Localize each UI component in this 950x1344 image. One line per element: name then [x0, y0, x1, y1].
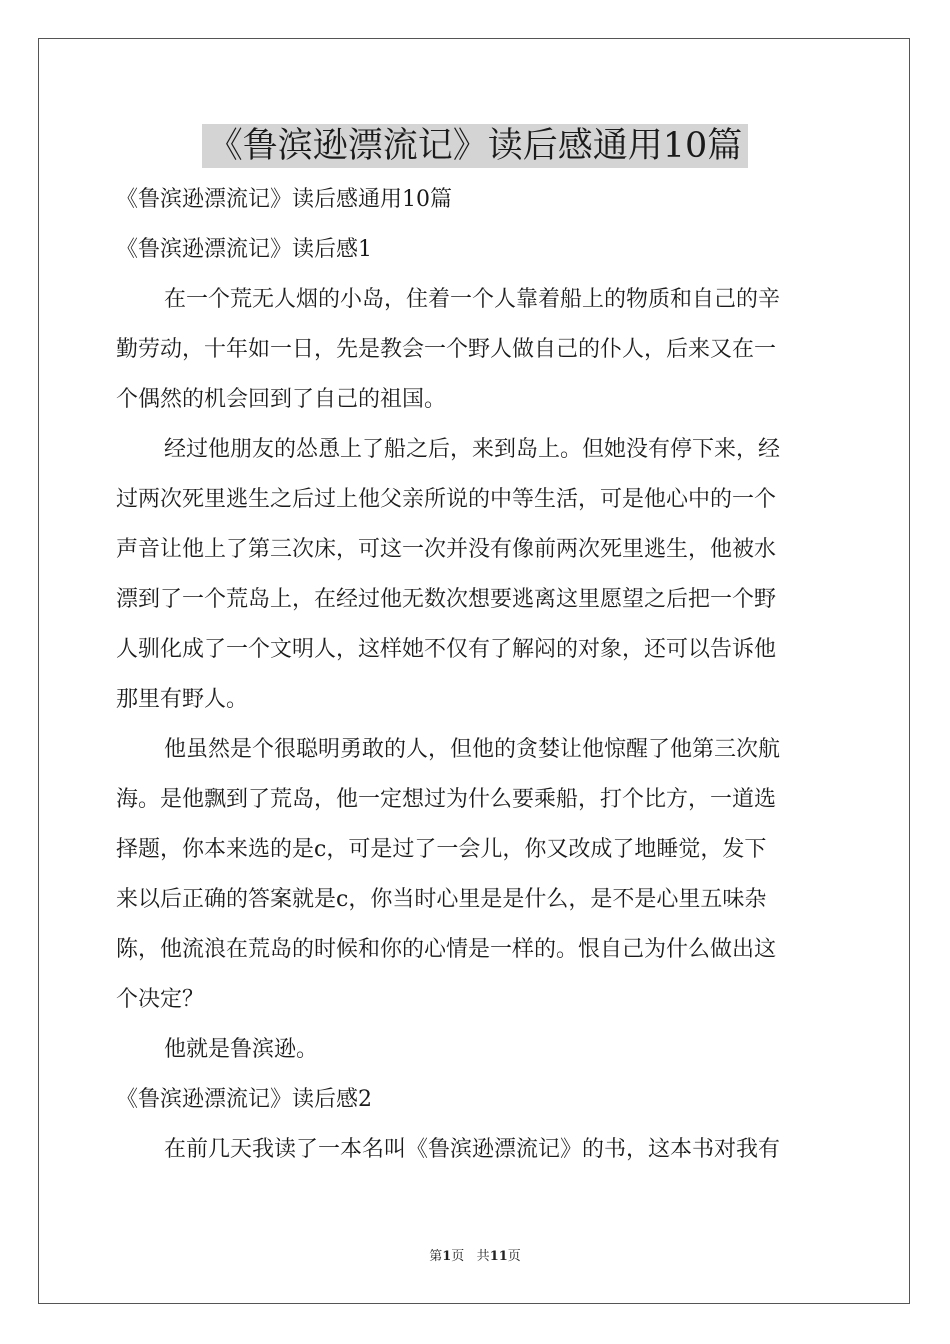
paragraph-line: 来以后正确的答案就是c，你当时心里是是什么，是不是心里五味杂	[116, 887, 767, 912]
paragraph-line: 勤劳动，十年如一日，先是教会一个野人做自己的仆人，后来又在一	[116, 337, 777, 362]
paragraph-line: 个偶然的机会回到了自己的祖国。	[116, 387, 447, 412]
document-body	[116, 175, 836, 1175]
paragraph-line: 陈，他流浪在荒岛的时候和你的心情是一样的。恨自己为什么做出这	[116, 937, 777, 962]
page-suffix: 页	[451, 1249, 465, 1264]
page-number: 1	[442, 1249, 452, 1264]
title-container	[0, 124, 950, 168]
document-title: 《鲁滨逊漂流记》读后感通用10篇	[202, 124, 749, 168]
paragraph-line: 海。是他飘到了荒岛，他一定想过为什么要乘船，打个比方，一道选	[116, 787, 777, 812]
paragraph-line: 他虽然是个很聪明勇敢的人，但他的贪婪让他惊醒了他第三次航	[164, 737, 781, 762]
paragraph-line: 过两次死里逃生之后过上他父亲所说的中等生活，可是他心中的一个	[116, 487, 777, 512]
paragraph-line: 漂到了一个荒岛上，在经过他无数次想要逃离这里愿望之后把一个野	[116, 587, 777, 612]
paragraph-line: 人驯化成了一个文明人，这样她不仅有了解闷的对象，还可以告诉他	[116, 637, 777, 662]
paragraph-line: 他就是鲁滨逊。	[164, 1037, 319, 1062]
paragraph-line: 个决定？	[116, 987, 205, 1012]
total-pages: 11	[489, 1249, 508, 1264]
paragraph-line: 在前几天我读了一本名叫《鲁滨逊漂流记》的书，这本书对我有	[164, 1137, 781, 1162]
body-line-subtitle: 《鲁滨逊漂流记》读后感通用10篇	[116, 187, 452, 212]
paragraph-line: 那里有野人。	[116, 687, 249, 712]
page-prefix: 第	[429, 1249, 443, 1264]
paragraph-line: 择题，你本来选的是c，可是过了一会儿，你又改成了地睡觉，发下	[116, 837, 767, 862]
section-heading-2: 《鲁滨逊漂流记》读后感2	[116, 1087, 372, 1112]
total-suffix: 页	[507, 1249, 521, 1264]
page-footer	[0, 1249, 950, 1265]
paragraph-line: 经过他朋友的怂恿上了船之后，来到岛上。但她没有停下来，经	[164, 437, 781, 462]
total-prefix: 共	[476, 1249, 490, 1264]
section-heading-1: 《鲁滨逊漂流记》读后感1	[116, 237, 372, 262]
paragraph-line: 在一个荒无人烟的小岛，住着一个人靠着船上的物质和自己的辛	[164, 287, 781, 312]
paragraph-line: 声音让他上了第三次床，可这一次并没有像前两次死里逃生，他被水	[116, 537, 777, 562]
